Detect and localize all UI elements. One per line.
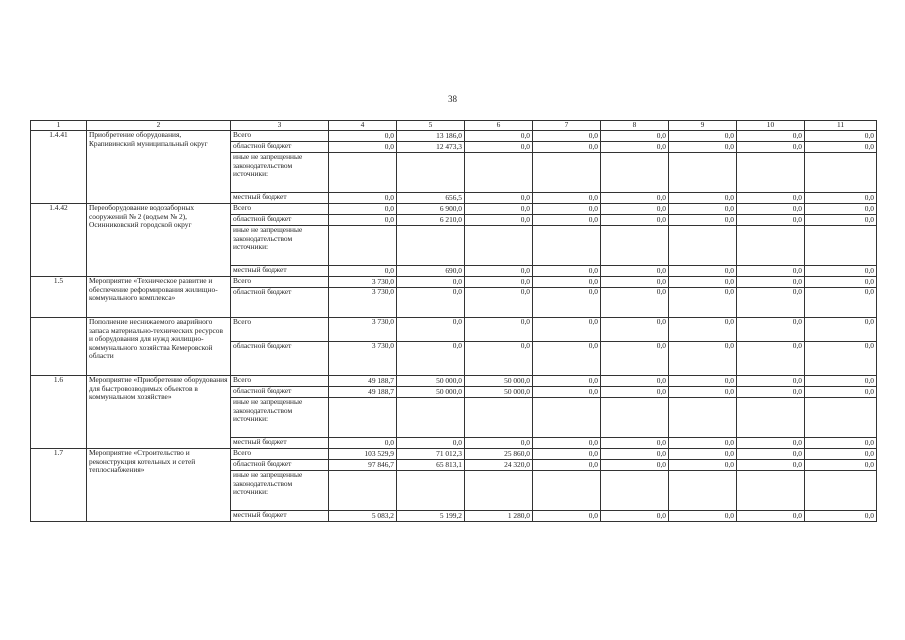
amount-cell: 0,0 [601, 511, 669, 522]
funding-source: Всего [231, 131, 329, 142]
amount-cell: 49 188,7 [329, 376, 397, 387]
amount-cell [533, 471, 601, 511]
amount-cell: 0,0 [601, 438, 669, 449]
funding-source: иные не запрещенные законодательством источники: [231, 226, 329, 266]
amount-cell: 0,0 [737, 193, 805, 204]
amount-cell: 0,0 [329, 266, 397, 277]
funding-source: местный бюджет [231, 438, 329, 449]
row-number: 1.6 [31, 376, 87, 449]
amount-cell: 1 280,0 [465, 511, 533, 522]
amount-cell: 0,0 [805, 142, 877, 153]
header-cell: 3 [231, 121, 329, 131]
row-number: 1.4.42 [31, 204, 87, 277]
amount-cell: 0,0 [601, 277, 669, 288]
amount-cell: 0,0 [533, 460, 601, 471]
funding-source: Всего [231, 277, 329, 288]
amount-cell: 0,0 [601, 376, 669, 387]
amount-cell: 0,0 [465, 318, 533, 342]
amount-cell [805, 226, 877, 266]
amount-cell: 0,0 [669, 318, 737, 342]
amount-cell: 0,0 [669, 449, 737, 460]
amount-cell [669, 398, 737, 438]
amount-cell: 0,0 [737, 438, 805, 449]
header-cell: 2 [87, 121, 231, 131]
row-number: 1.7 [31, 449, 87, 522]
amount-cell [601, 226, 669, 266]
header-cell: 8 [601, 121, 669, 131]
amount-cell: 0,0 [669, 288, 737, 318]
amount-cell: 0,0 [805, 266, 877, 277]
amount-cell: 0,0 [805, 288, 877, 318]
row-number [31, 318, 87, 376]
funding-source: Всего [231, 449, 329, 460]
header-cell: 6 [465, 121, 533, 131]
measure-name: Переоборудование водозаборных сооружений № 2 (водъем № 2), Осинниковский городской округ [87, 204, 231, 277]
amount-cell [805, 153, 877, 193]
measure-name: Приобретение оборудования, Крапивинский муниципальный округ [87, 131, 231, 204]
amount-cell: 0,0 [533, 131, 601, 142]
amount-cell: 0,0 [601, 387, 669, 398]
amount-cell: 0,0 [669, 376, 737, 387]
amount-cell: 0,0 [329, 131, 397, 142]
amount-cell: 0,0 [737, 277, 805, 288]
amount-cell [601, 153, 669, 193]
amount-cell: 24 320,0 [465, 460, 533, 471]
amount-cell: 0,0 [465, 288, 533, 318]
amount-cell: 0,0 [805, 387, 877, 398]
amount-cell: 690,0 [397, 266, 465, 277]
amount-cell: 0,0 [465, 193, 533, 204]
amount-cell [465, 153, 533, 193]
amount-cell: 0,0 [601, 215, 669, 226]
amount-cell: 0,0 [465, 266, 533, 277]
amount-cell: 0,0 [805, 438, 877, 449]
header-row [31, 121, 877, 131]
amount-cell: 0,0 [601, 318, 669, 342]
amount-cell: 0,0 [669, 266, 737, 277]
amount-cell: 0,0 [669, 511, 737, 522]
amount-cell: 71 012,3 [397, 449, 465, 460]
amount-cell [329, 153, 397, 193]
amount-cell: 0,0 [737, 131, 805, 142]
amount-cell: 0,0 [737, 342, 805, 376]
amount-cell [669, 226, 737, 266]
funding-source: областной бюджет [231, 288, 329, 318]
amount-cell [465, 226, 533, 266]
amount-cell: 0,0 [737, 318, 805, 342]
amount-cell: 0,0 [669, 342, 737, 376]
amount-cell [397, 226, 465, 266]
page-number: 38 [448, 94, 457, 104]
amount-cell: 0,0 [465, 142, 533, 153]
amount-cell: 12 473,3 [397, 142, 465, 153]
amount-cell: 3 730,0 [329, 318, 397, 342]
amount-cell: 0,0 [533, 266, 601, 277]
funding-source: Всего [231, 204, 329, 215]
table-row [31, 204, 877, 215]
amount-cell: 13 186,0 [397, 131, 465, 142]
amount-cell [805, 398, 877, 438]
funding-source: местный бюджет [231, 193, 329, 204]
amount-cell: 0,0 [737, 376, 805, 387]
amount-cell: 25 860,0 [465, 449, 533, 460]
header-cell: 9 [669, 121, 737, 131]
amount-cell: 0,0 [805, 449, 877, 460]
amount-cell [329, 471, 397, 511]
amount-cell: 0,0 [805, 460, 877, 471]
amount-cell [601, 398, 669, 438]
row-number: 1.4.41 [31, 131, 87, 204]
amount-cell [737, 471, 805, 511]
amount-cell: 0,0 [737, 460, 805, 471]
amount-cell: 0,0 [737, 288, 805, 318]
amount-cell [737, 398, 805, 438]
header-cell: 11 [805, 121, 877, 131]
amount-cell [465, 471, 533, 511]
amount-cell: 0,0 [601, 142, 669, 153]
amount-cell: 50 000,0 [465, 376, 533, 387]
amount-cell: 0,0 [465, 131, 533, 142]
funding-source: Всего [231, 318, 329, 342]
header-cell: 1 [31, 121, 87, 131]
amount-cell: 0,0 [533, 342, 601, 376]
funding-source: областной бюджет [231, 215, 329, 226]
amount-cell: 0,0 [669, 193, 737, 204]
amount-cell: 0,0 [601, 193, 669, 204]
amount-cell: 0,0 [805, 277, 877, 288]
amount-cell: 0,0 [533, 204, 601, 215]
amount-cell [737, 226, 805, 266]
amount-cell: 0,0 [601, 204, 669, 215]
table-row [31, 318, 877, 342]
amount-cell [329, 226, 397, 266]
amount-cell: 0,0 [601, 449, 669, 460]
amount-cell: 0,0 [533, 277, 601, 288]
amount-cell [669, 153, 737, 193]
amount-cell: 0,0 [737, 215, 805, 226]
amount-cell: 0,0 [805, 511, 877, 522]
amount-cell: 0,0 [329, 142, 397, 153]
amount-cell: 0,0 [669, 131, 737, 142]
amount-cell [465, 398, 533, 438]
amount-cell: 0,0 [669, 142, 737, 153]
amount-cell: 0,0 [737, 204, 805, 215]
header-cell: 10 [737, 121, 805, 131]
amount-cell: 5 199,2 [397, 511, 465, 522]
amount-cell: 0,0 [465, 215, 533, 226]
amount-cell: 49 188,7 [329, 387, 397, 398]
amount-cell: 0,0 [329, 204, 397, 215]
amount-cell: 0,0 [737, 511, 805, 522]
amount-cell: 6 900,0 [397, 204, 465, 215]
table-row [31, 376, 877, 387]
amount-cell: 0,0 [805, 215, 877, 226]
header-cell: 5 [397, 121, 465, 131]
amount-cell: 65 813,1 [397, 460, 465, 471]
funding-source: иные не запрещенные законодательством источники: [231, 398, 329, 438]
amount-cell: 0,0 [601, 288, 669, 318]
amount-cell: 0,0 [533, 376, 601, 387]
amount-cell: 5 083,2 [329, 511, 397, 522]
amount-cell: 3 730,0 [329, 277, 397, 288]
amount-cell: 0,0 [533, 288, 601, 318]
amount-cell: 0,0 [329, 193, 397, 204]
amount-cell: 0,0 [533, 438, 601, 449]
amount-cell: 0,0 [465, 204, 533, 215]
amount-cell: 0,0 [669, 215, 737, 226]
row-number: 1.5 [31, 277, 87, 318]
funding-source: иные не запрещенные законодательством источники: [231, 471, 329, 511]
table-row [31, 131, 877, 142]
amount-cell [601, 471, 669, 511]
measure-name: Пополнение неснижаемого аварийного запаса материально-технических ресурсов и оборудования для нужд жилищно-коммунального хозяйства Кемеровской области [87, 318, 231, 376]
amount-cell: 0,0 [737, 449, 805, 460]
amount-cell: 0,0 [805, 131, 877, 142]
amount-cell: 0,0 [737, 142, 805, 153]
amount-cell [397, 153, 465, 193]
amount-cell: 0,0 [329, 215, 397, 226]
amount-cell: 0,0 [533, 387, 601, 398]
header-cell: 4 [329, 121, 397, 131]
funding-source: областной бюджет [231, 142, 329, 153]
amount-cell: 0,0 [601, 266, 669, 277]
amount-cell [533, 153, 601, 193]
amount-cell: 0,0 [533, 142, 601, 153]
amount-cell: 0,0 [465, 438, 533, 449]
measure-name: Мероприятие «Строительство и реконструкция котельных и сетей теплоснабжения» [87, 449, 231, 522]
amount-cell: 0,0 [533, 318, 601, 342]
amount-cell: 6 210,0 [397, 215, 465, 226]
amount-cell: 0,0 [669, 438, 737, 449]
amount-cell: 0,0 [465, 342, 533, 376]
amount-cell [329, 398, 397, 438]
funding-source: местный бюджет [231, 511, 329, 522]
amount-cell: 97 846,7 [329, 460, 397, 471]
amount-cell: 0,0 [533, 193, 601, 204]
amount-cell: 0,0 [805, 342, 877, 376]
amount-cell: 0,0 [601, 342, 669, 376]
amount-cell: 0,0 [737, 266, 805, 277]
funding-source: областной бюджет [231, 460, 329, 471]
amount-cell: 0,0 [805, 376, 877, 387]
funding-source: областной бюджет [231, 387, 329, 398]
budget-table [30, 120, 877, 522]
amount-cell [397, 471, 465, 511]
funding-source: областной бюджет [231, 342, 329, 376]
amount-cell: 0,0 [601, 131, 669, 142]
amount-cell: 0,0 [805, 318, 877, 342]
amount-cell: 0,0 [397, 277, 465, 288]
measure-name: Мероприятие «Приобретение оборудования для быстровозводимых объектов в коммунальном хозяйстве» [87, 376, 231, 449]
amount-cell: 50 000,0 [397, 376, 465, 387]
table-row [31, 277, 877, 288]
amount-cell: 0,0 [737, 387, 805, 398]
amount-cell: 3 730,0 [329, 342, 397, 376]
funding-source: Всего [231, 376, 329, 387]
amount-cell: 0,0 [397, 318, 465, 342]
measure-name: Мероприятие «Техническое развитие и обеспечение реформирования жилищно-коммунального комплекса» [87, 277, 231, 318]
amount-cell: 50 000,0 [397, 387, 465, 398]
amount-cell: 0,0 [329, 438, 397, 449]
amount-cell: 0,0 [669, 387, 737, 398]
amount-cell: 0,0 [669, 204, 737, 215]
amount-cell: 0,0 [805, 204, 877, 215]
amount-cell [805, 471, 877, 511]
amount-cell [397, 398, 465, 438]
amount-cell: 0,0 [601, 460, 669, 471]
amount-cell: 0,0 [397, 342, 465, 376]
amount-cell: 103 529,9 [329, 449, 397, 460]
amount-cell: 3 730,0 [329, 288, 397, 318]
amount-cell: 0,0 [533, 511, 601, 522]
amount-cell: 656,5 [397, 193, 465, 204]
funding-source: иные не запрещенные законодательством источники: [231, 153, 329, 193]
amount-cell: 0,0 [465, 277, 533, 288]
amount-cell: 0,0 [669, 460, 737, 471]
amount-cell: 0,0 [533, 449, 601, 460]
funding-source: местный бюджет [231, 266, 329, 277]
amount-cell [737, 153, 805, 193]
header-cell: 7 [533, 121, 601, 131]
amount-cell: 0,0 [805, 193, 877, 204]
amount-cell [533, 226, 601, 266]
amount-cell: 0,0 [397, 438, 465, 449]
amount-cell [669, 471, 737, 511]
amount-cell: 0,0 [397, 288, 465, 318]
amount-cell: 0,0 [669, 277, 737, 288]
amount-cell [533, 398, 601, 438]
amount-cell: 50 000,0 [465, 387, 533, 398]
table-row [31, 449, 877, 460]
amount-cell: 0,0 [533, 215, 601, 226]
